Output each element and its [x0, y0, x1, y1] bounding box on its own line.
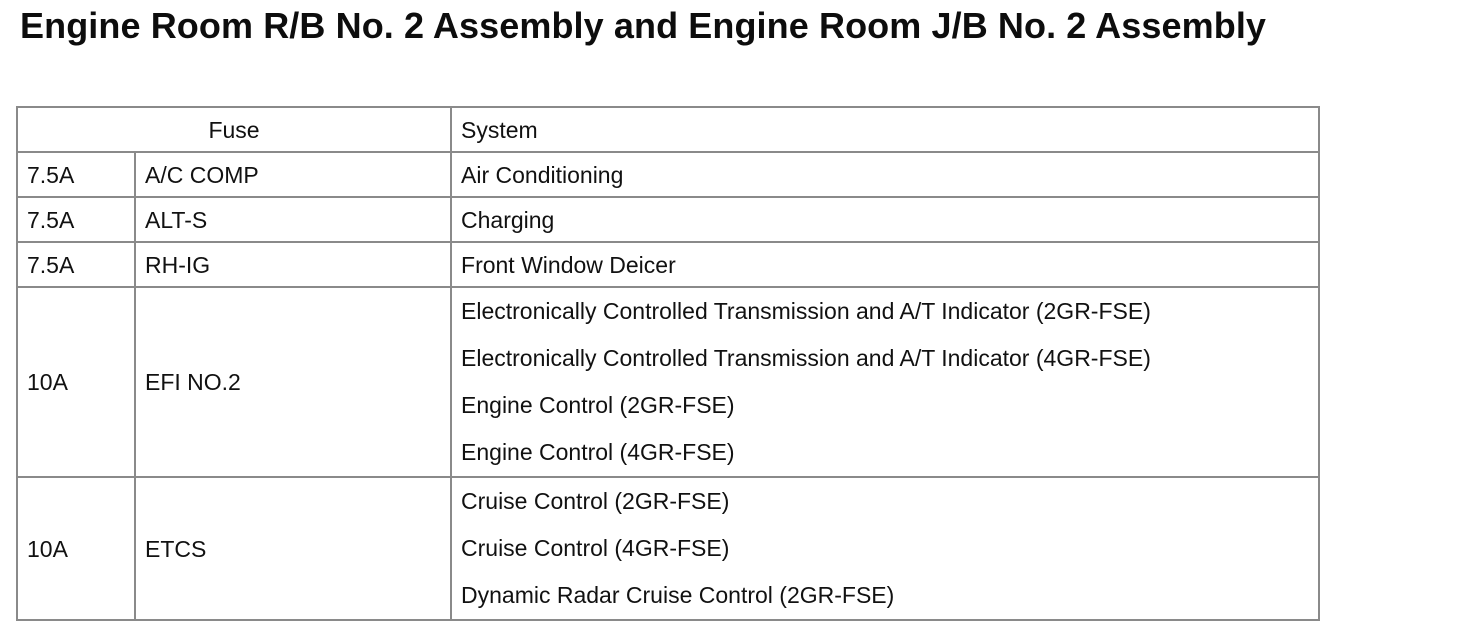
system-cell	[451, 287, 1319, 477]
fuse-name: EFI NO.2	[135, 287, 451, 477]
column-header-system: System	[451, 107, 1319, 152]
fuse-name: RH-IG	[135, 242, 451, 287]
system-line: Dynamic Radar Cruise Control (2GR-FSE)	[461, 582, 895, 608]
fuse-amperage: 7.5A	[17, 242, 135, 287]
table-row	[17, 477, 1319, 620]
fuse-name: ETCS	[135, 477, 451, 620]
system-cell: Charging	[451, 197, 1319, 242]
system-line: Electronically Controlled Transmission and A/T Indicator (4GR-FSE)	[461, 345, 1151, 371]
fuse-name: A/C COMP	[135, 152, 451, 197]
fuse-amperage: 10A	[17, 287, 135, 477]
table-row	[17, 242, 1319, 287]
system-line: Cruise Control (4GR-FSE)	[461, 535, 730, 561]
system-line: Engine Control (2GR-FSE)	[461, 392, 735, 418]
fuse-table	[16, 106, 1320, 621]
fuse-name: ALT-S	[135, 197, 451, 242]
column-header-fuse: Fuse	[17, 107, 451, 152]
table-row	[17, 287, 1319, 477]
system-line: Electronically Controlled Transmission and A/T Indicator (2GR-FSE)	[461, 298, 1151, 324]
table-header-row	[17, 107, 1319, 152]
fuse-amperage: 7.5A	[17, 197, 135, 242]
fuse-amperage: 7.5A	[17, 152, 135, 197]
system-cell: Front Window Deicer	[451, 242, 1319, 287]
table-row	[17, 197, 1319, 242]
system-cell: Air Conditioning	[451, 152, 1319, 197]
system-line: Engine Control (4GR-FSE)	[461, 439, 735, 465]
page-title: Engine Room R/B No. 2 Assembly and Engine Room J/B No. 2 Assembly	[20, 5, 1267, 46]
table-row	[17, 152, 1319, 197]
system-cell	[451, 477, 1319, 620]
system-line: Cruise Control (2GR-FSE)	[461, 488, 730, 514]
fuse-amperage: 10A	[17, 477, 135, 620]
